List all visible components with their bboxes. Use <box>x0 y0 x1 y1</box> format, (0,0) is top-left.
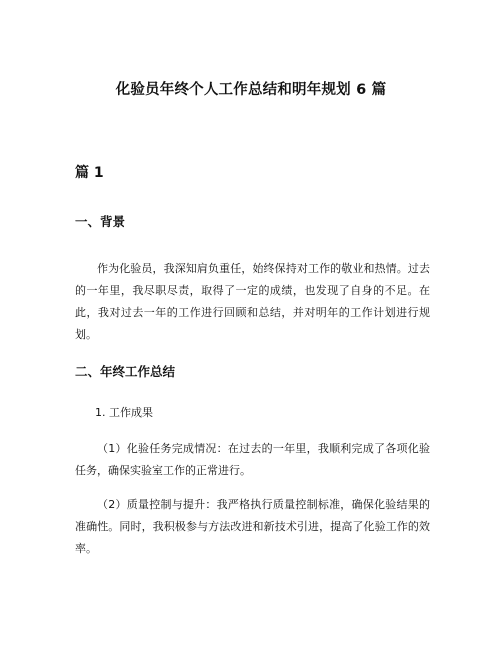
summary-item: （1）化验任务完成情况：在过去的一年里，我顺利完成了各项化验任务，确保实验室工作的正常进行。 <box>75 442 430 477</box>
document-title: 化验员年终个人工作总结和明年规划 6 篇 <box>115 82 387 98</box>
section-heading-summary: 二、年终工作总结 <box>75 364 176 379</box>
section-heading-background: 一、背景 <box>75 214 126 229</box>
part-heading: 篇 1 <box>75 165 104 181</box>
summary-item: （2）质量控制与提升：我严格执行质量控制标准，确保化验结果的准确性。同时，我积极参与方法改进和新技术引进，提高了化验工作的效率。 <box>75 498 430 555</box>
background-paragraph: 作为化验员，我深知肩负重任，始终保持对工作的敬业和热情。过去的一年里，我尽职尽责，取得了一定的成绩，也发现了自身的不足。在此，我对过去一年的工作进行回顾和总结，并对明年的工作计划进行规划。 <box>75 262 430 341</box>
subheading-work-results: 1. 工作成果 <box>95 406 153 419</box>
